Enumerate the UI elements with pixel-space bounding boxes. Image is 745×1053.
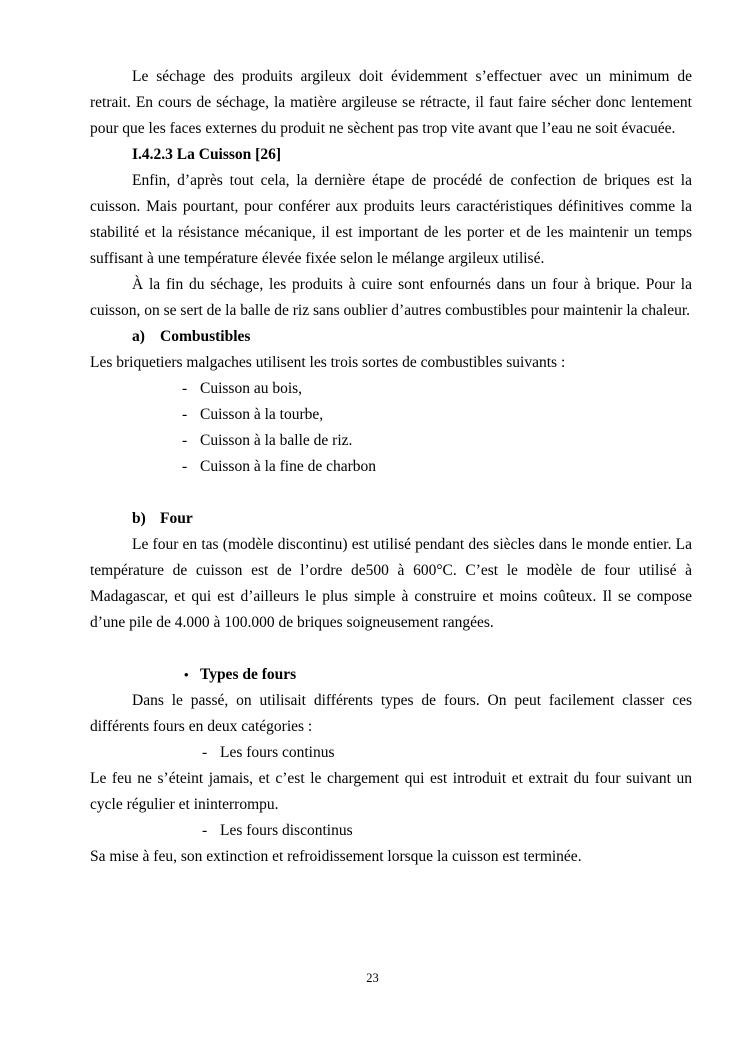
list-item-label: Cuisson au bois,	[200, 380, 303, 397]
list-item-label: Cuisson à la fine de charbon	[200, 458, 377, 475]
bullet-heading-types-de-fours	[184, 662, 692, 688]
list-item-label: Les fours discontinus	[220, 822, 353, 839]
subheading-four-marker: b)	[132, 510, 146, 527]
list-item-label: Cuisson à la tourbe,	[200, 406, 324, 423]
page-number: 23	[366, 971, 379, 985]
subheading-combustibles	[132, 324, 692, 350]
paragraph-four-body: Le four en tas (modèle discontinu) est utilisé pendant des siècles dans le monde entier. La température de cuisson est de l’ordre de500 à 600°C. C’est le modèle de four utilisé à Madagascar, et qui est d’ailleurs le plus simple à construire et moins coûteux. Il se compose d’une pile de 4.000 à 100.000 de briques soigneusement rangées.	[90, 536, 692, 631]
list-item-fuel-charbon	[182, 454, 692, 480]
section-heading-la-cuisson: I.4.2.3 La Cuisson [26]	[132, 146, 281, 163]
page-content	[90, 64, 692, 870]
list-item-fours-discontinus	[202, 818, 692, 844]
dash-marker: -	[182, 458, 188, 475]
paragraph-drying: Le séchage des produits argileux doit évidemment s’effectuer avec un minimum de retrait. En cours de séchage, la matière argileuse se rétracte, il faut faire sécher donc lentement pour que les faces externes du produit ne sèchent pas trop vite avant que l’eau ne soit évacuée.	[90, 68, 692, 137]
spacer	[90, 480, 692, 506]
bullet-marker: •	[184, 667, 189, 682]
list-item-fuel-bois	[182, 376, 692, 402]
list-item-fuel-balle-de-riz	[182, 428, 692, 454]
spacer	[90, 636, 692, 662]
list-item-fuel-tourbe	[182, 402, 692, 428]
subheading-four	[132, 506, 692, 532]
dash-marker: -	[182, 406, 188, 423]
dash-marker: -	[202, 822, 208, 839]
paragraph-cuisson-intro: Enfin, d’après tout cela, la dernière étape de procédé de confection de briques est la cuisson. Mais pourtant, pour conférer aux produits leurs caractéristiques définitives comme la stabilité et la résistance mécanique, il est important de les porter et de les maintenir un temps suffisant à une température élevée fixée selon le mélange argileux utilisé.	[90, 172, 692, 267]
subheading-combustibles-marker: a)	[132, 328, 145, 345]
paragraph-continuous-body: Le feu ne s’éteint jamais, et c’est le chargement qui est introduit et extrait du four suivant un cycle régulier et ininterrompu.	[90, 770, 692, 813]
dash-marker: -	[182, 432, 188, 449]
list-item-label: Cuisson à la balle de riz.	[200, 432, 353, 449]
paragraph-cuisson-process: À la fin du séchage, les produits à cuire sont enfournés dans un four à brique. Pour la cuisson, on se sert de la balle de riz sans oublier d’autres combustibles pour maintenir la chaleur.	[90, 276, 692, 319]
list-item-fours-continus	[202, 740, 692, 766]
dash-marker: -	[182, 380, 188, 397]
paragraph-discontinuous-body: Sa mise à feu, son extinction et refroidissement lorsque la cuisson est terminée.	[90, 848, 582, 865]
paragraph-types-intro: Dans le passé, on utilisait différents types de fours. On peut facilement classer ces différents fours en deux catégories :	[90, 692, 692, 735]
subheading-four-label: Four	[160, 510, 193, 527]
bullet-heading-label: Types de fours	[200, 666, 297, 683]
subheading-combustibles-label: Combustibles	[160, 328, 251, 345]
list-item-label: Les fours continus	[220, 744, 335, 761]
paragraph-combustibles-intro: Les briquetiers malgaches utilisent les trois sortes de combustibles suivants :	[90, 354, 566, 371]
dash-marker: -	[202, 744, 208, 761]
